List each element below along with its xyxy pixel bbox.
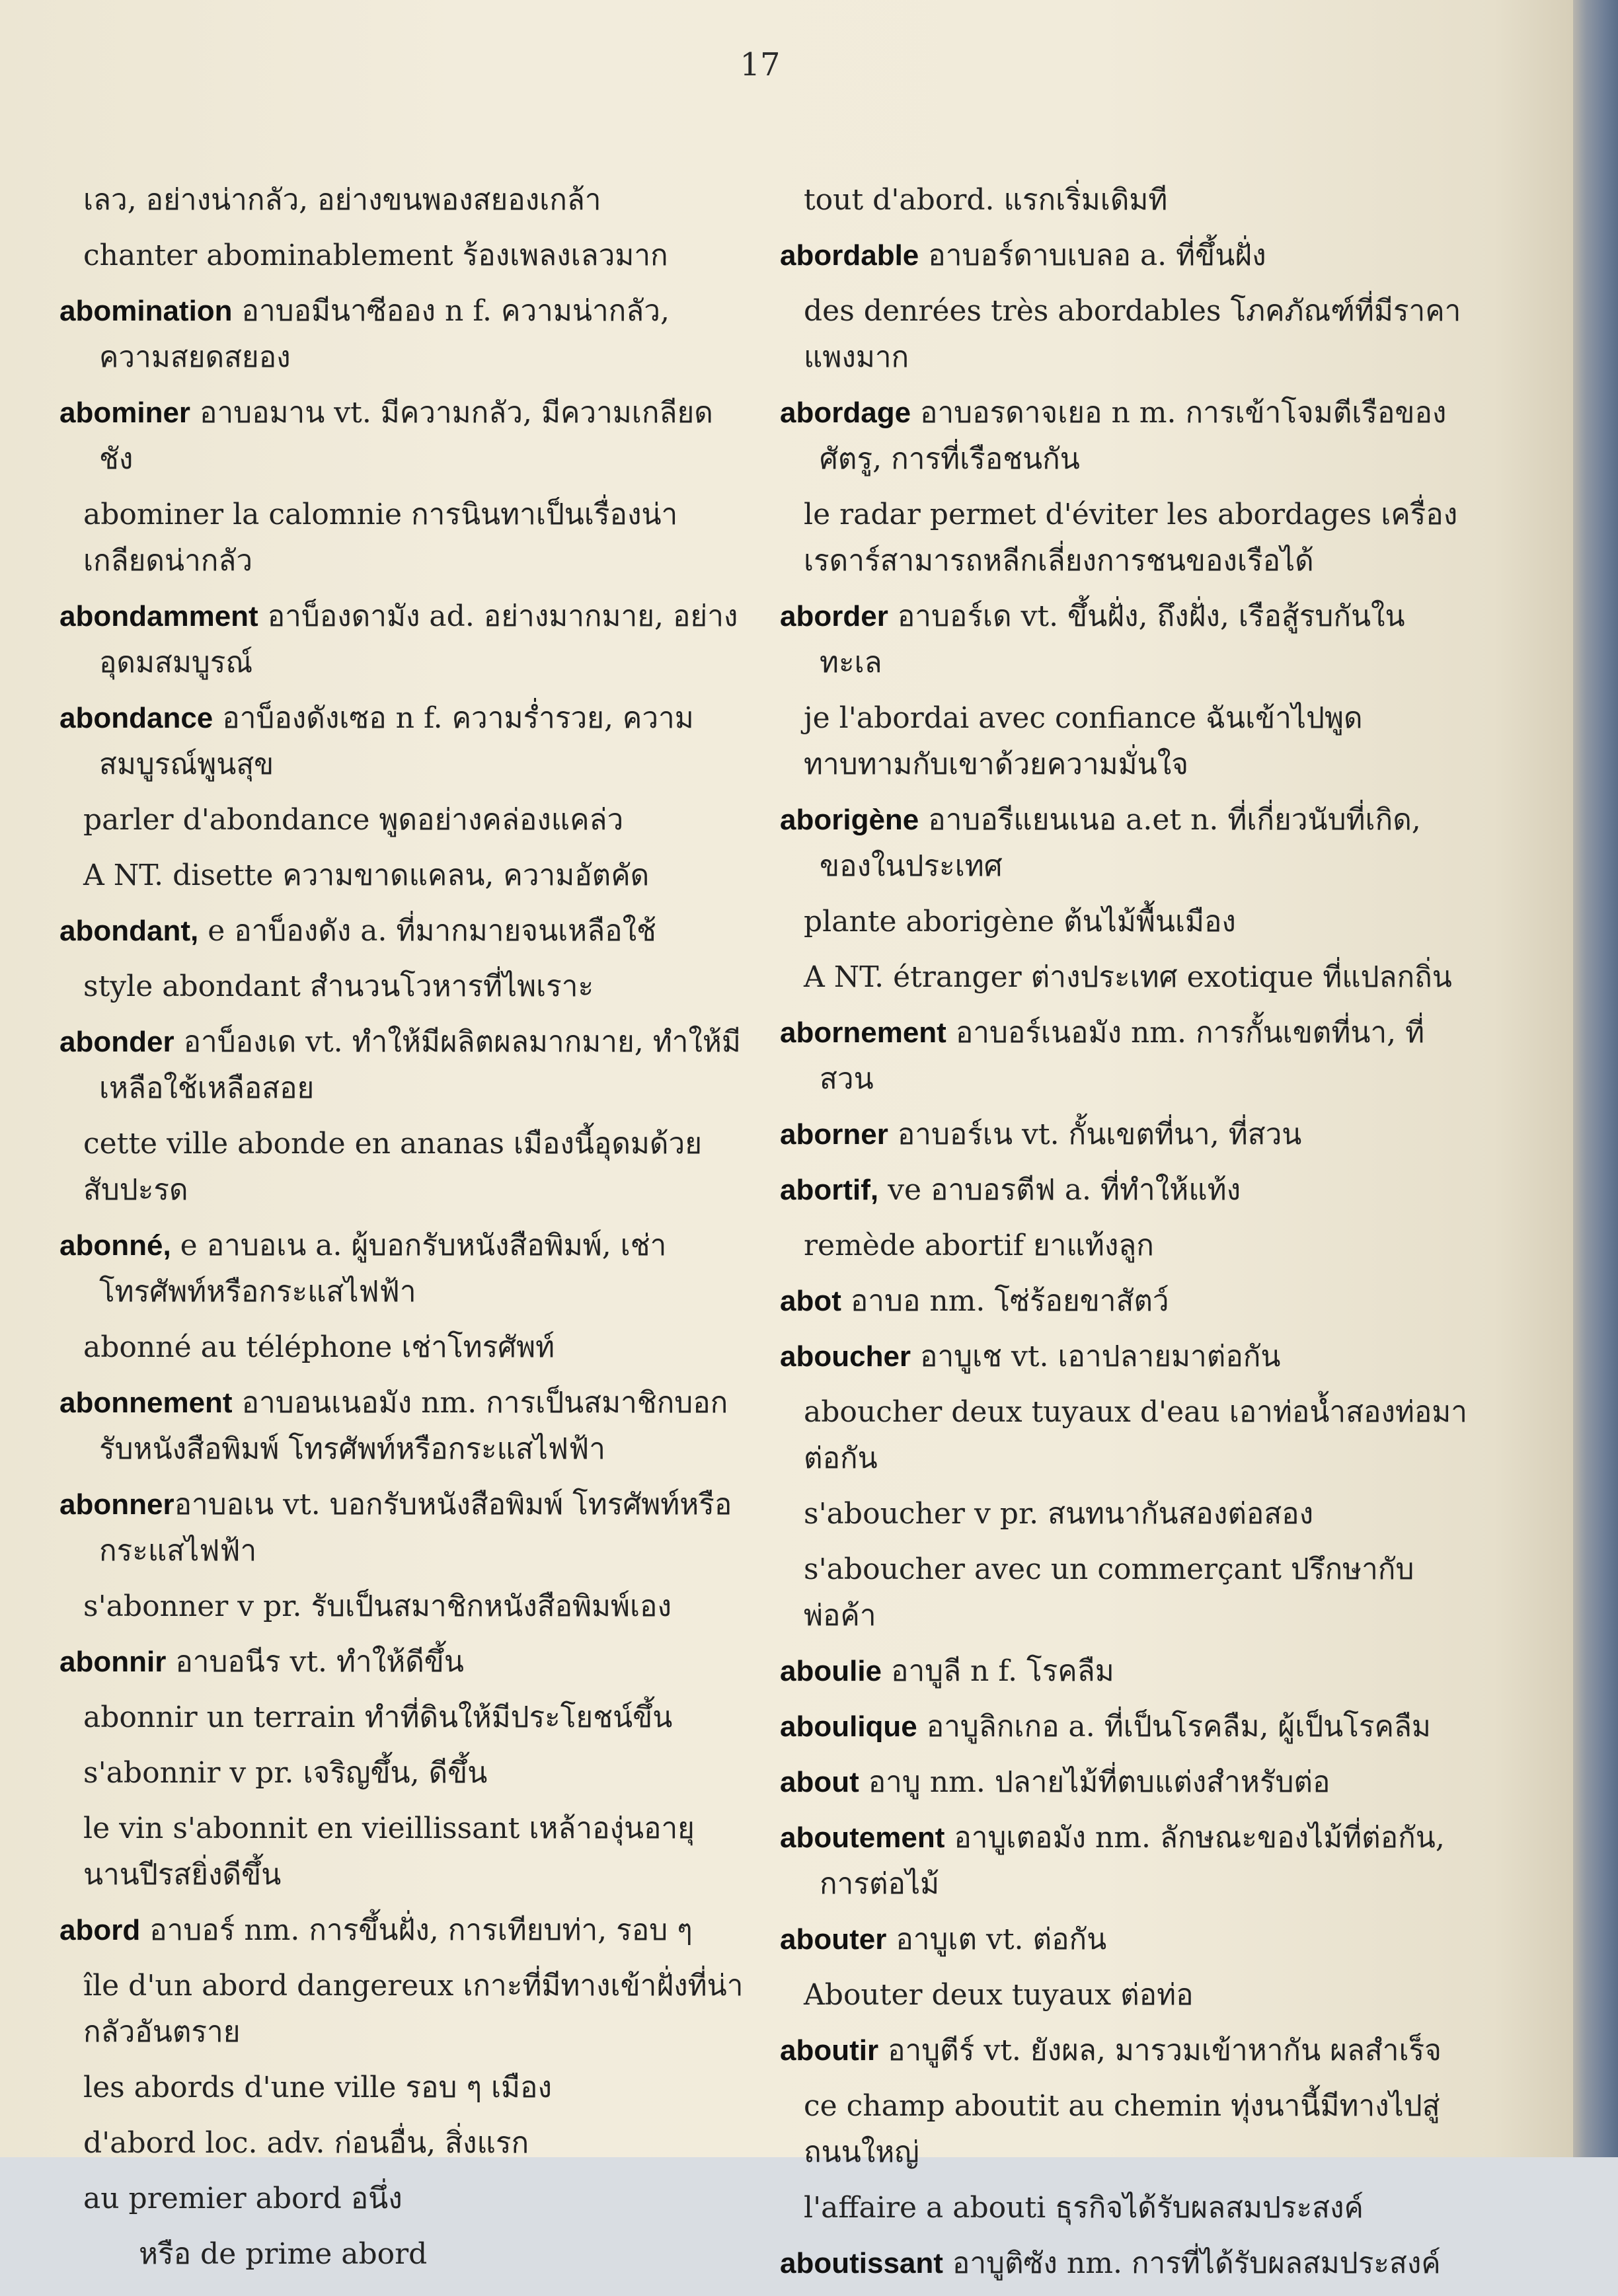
entry-text: อาบูเตอมัง nm. ลักษณะของไม้ที่ต่อกัน, การต่อไม้ [820,1821,1445,1901]
dictionary-entry [59,695,747,788]
dictionary-entry [59,1907,747,1954]
entry-headword: abonnir [59,1646,167,1678]
page-edge-background [1573,0,1618,2157]
entry-headword: abordable [780,239,919,272]
entry-text: A NT. étranger ต่างประเทศ exotique ที่แปลกถิ่น [804,960,1452,994]
entry-text: อาบอร์ nm. การขึ้นฝั่ง, การเทียบท่า, รอบ ๆ [140,1913,693,1947]
entry-text: อาบอรีแยนเนอ a.et n. ที่เกี่ยวนับที่เกิด, ของในประเทศ [820,803,1421,883]
dictionary-entry [780,695,1467,788]
entry-headword: aborner [780,1118,888,1151]
entry-text: d'abord loc. adv. ก่อนอื่น, สิ่งแรก [83,2126,529,2160]
entry-text: s'abonner v pr. รับเป็นสมาชิกหนังสือพิมพ์เอง [83,1589,672,1623]
dictionary-entry [780,1972,1467,2018]
dictionary-entry [59,2176,747,2222]
right-column [780,177,1467,2296]
entry-text: Abouter deux tuyaux ต่อท่อ [804,1978,1194,2012]
dictionary-entry [780,1112,1467,1158]
dictionary-entry [59,1584,747,1630]
entry-text: อาบูตีร์ vt. ยังผล, มารวมเข้าหากัน ผลสำเร็จ [878,2034,1442,2067]
entry-text: อาบ็องดังเซอ n f. ความร่ำรวย, ความสมบูรณ์พูนสุข [99,701,694,781]
dictionary-entry [780,2240,1467,2287]
dictionary-entry [780,1547,1467,1639]
dictionary-entry [780,2083,1467,2176]
entry-headword: aboulie [780,1655,882,1687]
entry-text: อาบูเช vt. เอาปลายมาต่อกัน [911,1340,1281,1373]
dictionary-entry [780,1704,1467,1750]
entry-text: au premier abord อนึ่ง [83,2182,403,2215]
entry-headword: abordage [780,397,911,429]
dictionary-entry [780,1010,1467,1102]
entry-text: อาบอเน vt. บอกรับหนังสือพิมพ์ โทรศัพท์หรือกระแสไฟฟ้า [99,1488,732,1568]
entry-text: อาบูเต vt. ต่อกัน [886,1923,1107,1956]
entry-headword: aborder [780,600,888,632]
entry-text: อาบูลี n f. โรคลืม [882,1654,1114,1688]
dictionary-entry [59,1695,747,1741]
entry-text: abonné au téléphone เช่าโทรศัพท์ [83,1330,555,1364]
left-column [59,177,747,2287]
entry-text: เลว, อย่างน่ากลัว, อย่างขนพองสยองเกล้า [83,183,601,217]
dictionary-entry [59,797,747,843]
dictionary-entry [780,1389,1467,1482]
dictionary-entry [59,1639,747,1685]
dictionary-entry [780,1815,1467,1907]
entry-text: je l'abordai avec confiance ฉันเข้าไปพูดทาบทามกับเขาด้วยความมั่นใจ [804,701,1363,781]
dictionary-entry [59,288,747,381]
entry-headword: aboutissant [780,2247,943,2279]
entry-text: อาบอรดาจเยอ n m. การเข้าโจมตีเรือของศัตรู, การที่เรือชนกัน [820,396,1447,476]
dictionary-entry [59,2231,747,2277]
entry-text: อาบ็องดามัง ad. อย่างมากมาย, อย่างอุดมสมบูรณ์ [99,599,738,679]
dictionary-entry [780,390,1467,482]
entry-text: อาบูติซัง nm. การที่ได้รับผลสมประสงค์ [943,2246,1441,2280]
dictionary-entry [59,1223,747,1315]
entry-headword: abondant, [59,915,199,947]
dictionary-entry [780,899,1467,945]
entry-headword: about [780,1766,859,1798]
entry-text: île d'un abord dangereux เกาะที่มีทางเข้าฝั่งที่น่ากลัวอันตราย [83,1969,744,2049]
entry-text: s'aboucher v pr. สนทนากันสองต่อสอง [804,1497,1314,1531]
dictionary-entry [59,853,747,899]
dictionary-entry [59,2065,747,2111]
entry-headword: abonnement [59,1387,233,1419]
entry-headword: aboulique [780,1710,917,1743]
entry-text: l'affaire a abouti ธุรกิจได้รับผลสมประสงค์ [804,2191,1364,2225]
entry-text: parler d'abondance พูดอย่างคล่องแคล่ว [83,803,624,837]
dictionary-entry [780,1167,1467,1213]
entry-text: style abondant สำนวนโวหารที่ไพเราะ [83,970,594,1003]
entry-text: les abords d'une ville รอบ ๆ เมือง [83,2071,552,2104]
dictionary-entry [59,1324,747,1371]
entry-headword: abornement [780,1016,946,1049]
entry-text: ve อาบอรตีฟ a. ที่ทำให้แท้ง [878,1173,1241,1207]
dictionary-entry [59,908,747,954]
entry-text: tout d'abord. แรกเริ่มเดิมที [804,183,1168,217]
entry-text: อาบูลิกเกอ a. ที่เป็นโรคลืม, ผู้เป็นโรคลืม [917,1710,1431,1743]
entry-headword: abomination [59,295,233,327]
entry-text: อาบ็องเด vt. ทำให้มีผลิตผลมากมาย, ทำให้มีเหลือใช้เหลือสอย [99,1025,741,1105]
entry-text: อาบอ nm. โซ่ร้อยขาสัตว์ [841,1284,1169,1318]
dictionary-entry [59,177,747,223]
dictionary-entry [780,1223,1467,1269]
entry-text: ce champ aboutit au chemin ทุ่งนานี้มีทางไปสู่ถนนใหญ่ [804,2089,1440,2169]
entry-headword: abord [59,1914,141,1946]
dictionary-entry [780,177,1467,223]
dictionary-entry [59,1806,747,1898]
dictionary-entry [780,233,1467,279]
entry-text: le vin s'abonnit en vieillissant เหล้าองุ่นอายุนานปีรสยิ่งดีขึ้น [83,1812,695,1892]
dictionary-entry [780,1648,1467,1695]
page-number: 17 [740,46,781,83]
entry-text: aboucher deux tuyaux d'eau เอาท่อน้ำสองท่อมาต่อกัน [804,1395,1468,1475]
entry-text: des denrées très abordables โภคภัณฑ์ที่มีราคาแพงมาก [804,294,1461,374]
entry-headword: abot [780,1285,841,1317]
entry-text: e อาบอเน a. ผู้บอกรับหนังสือพิมพ์, เช่าโทรศัพท์หรือกระแสไฟฟ้า [99,1229,667,1309]
entry-text: A NT. disette ความขาดแคลน, ความอัตคัด [83,859,650,892]
entry-text: อาบอร์เน vt. กั้นเขตที่นา, ที่สวน [888,1118,1302,1151]
entry-headword: abonné, [59,1229,171,1262]
entry-headword: abominer [59,397,191,429]
entry-text: หรือ de prime abord [139,2237,428,2271]
dictionary-entry [59,2120,747,2166]
entry-text: อาบอร์ดาบเบลอ a. ที่ขึ้นฝั่ง [919,239,1266,272]
entry-text: อาบอนเนอมัง nm. การเป็นสมาชิกบอกรับหนังสือพิมพ์ โทรศัพท์หรือกระแสไฟฟ้า [99,1386,728,1466]
entry-text: อาบอร์เด vt. ขึ้นฝั่ง, ถึงฝั่ง, เรือสู้รบกันในทะเล [820,599,1405,679]
dictionary-entry [780,797,1467,890]
dictionary-entry [780,1917,1467,1963]
entry-headword: aboucher [780,1340,911,1373]
entry-headword: abondance [59,702,213,734]
entry-headword: aborigène [780,804,919,836]
dictionary-entry [780,2185,1467,2231]
entry-text: cette ville abonde en ananas เมืองนี้อุดมด้วยสับปะรด [83,1127,702,1207]
dictionary-entry [780,2028,1467,2074]
entry-text: chanter abominablement ร้องเพลงเลวมาก [83,239,668,272]
entry-text: s'abonnir v pr. เจริญขึ้น, ดีขึ้น [83,1756,488,1790]
entry-headword: abouter [780,1923,887,1956]
dictionary-entry [780,954,1467,1001]
dictionary-entry [780,1759,1467,1806]
entry-headword: aboutir [780,2034,879,2067]
dictionary-entry [780,1491,1467,1537]
entry-headword: abortif, [780,1174,879,1206]
entry-headword: abonder [59,1026,174,1058]
entry-headword: abondamment [59,600,258,632]
entry-text: le radar permet d'éviter les abordages เครื่องเรดาร์สามารถหลีกเลี่ยงการชนของเรือได้ [804,498,1458,578]
dictionary-entry [59,1019,747,1112]
dictionary-entry [780,1334,1467,1380]
dictionary-entry [59,233,747,279]
dictionary-entry [59,1121,747,1213]
dictionary-entry [59,593,747,686]
dictionary-entry [780,492,1467,584]
entry-text: abominer la calomnie การนินทาเป็นเรื่องน่าเกลียดน่ากลัว [83,498,678,578]
dictionary-entry [59,1963,747,2055]
entry-text: อาบอร์เนอมัง nm. การกั้นเขตที่นา, ที่สวน [820,1016,1425,1096]
entry-headword: aboutement [780,1821,945,1854]
entry-text: อาบู nm. ปลายไม้ที่ตบแต่งสำหรับต่อ [859,1765,1330,1799]
dictionary-entry [59,1482,747,1574]
dictionary-entry [59,492,747,584]
dictionary-entry [59,1750,747,1796]
entry-text: abonnir un terrain ทำที่ดินให้มีประโยชน์ขึ้น [83,1701,673,1734]
entry-text: อาบอมีนาซีออง n f. ความน่ากลัว, ความสยดสยอง [99,294,670,374]
entry-text: s'aboucher avec un commerçant ปรึกษากับพ่อค้า [804,1552,1414,1632]
entry-text: อาบอนีร vt. ทำให้ดีขึ้น [166,1645,464,1679]
dictionary-entry [780,288,1467,381]
dictionary-entry [780,1278,1467,1324]
dictionary-entry [59,1380,747,1473]
dictionary-entry [59,390,747,482]
dictionary-entry [59,964,747,1010]
entry-text: plante aborigène ต้นไม้พื้นเมือง [804,905,1236,938]
entry-headword: abonner [59,1488,174,1521]
entry-text: remède abortif ยาแท้งลูก [804,1229,1154,1262]
dictionary-entry [780,593,1467,686]
entry-text: อาบอมาน vt. มีความกลัว, มีความเกลียดชัง [99,396,713,476]
entry-text: e อาบ็องดัง a. ที่มากมายจนเหลือใช้ [198,914,656,948]
